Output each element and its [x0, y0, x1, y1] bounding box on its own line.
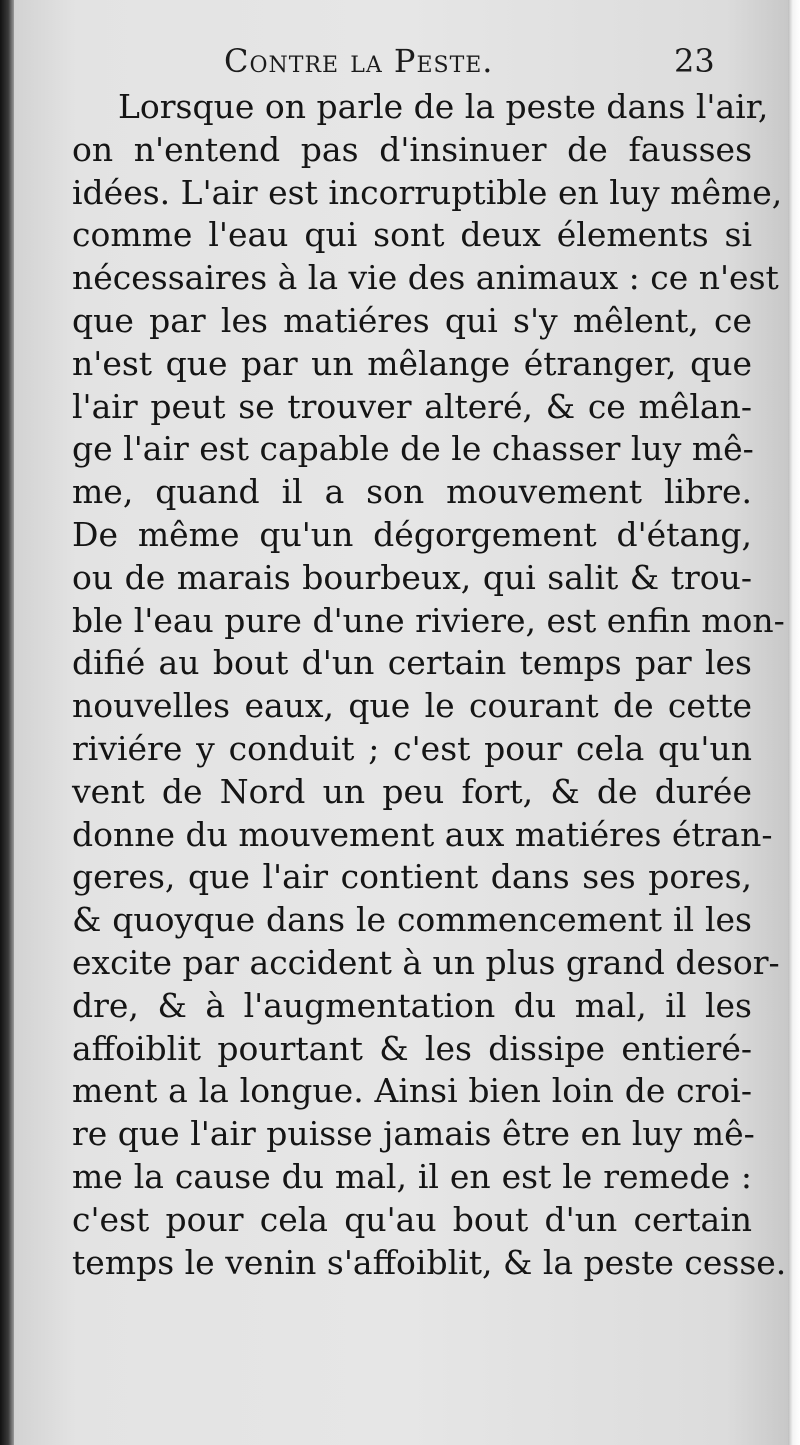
text-line: temps le venin s'affoiblit, & la peste cesse. — [72, 1242, 787, 1282]
text-line: difié au bout d'un certain temps par les — [72, 643, 752, 683]
text-line: re que l'air puisse jamais être en luy mê- — [72, 1114, 755, 1154]
text-line: on n'entend pas d'insinuer de fausses — [72, 129, 752, 169]
text-line: affoiblit pourtant & les dissipe entieré- — [72, 1028, 752, 1068]
text-line: Lorsque on parle de la peste dans l'air, — [118, 87, 769, 126]
text-line: ou de marais bourbeux, qui salit & trou- — [72, 557, 752, 597]
text-line: excite par accident à un plus grand desor- — [72, 942, 780, 982]
text-line: nécessaires à la vie des animaux : ce n'est — [72, 258, 779, 298]
text-line: ment a la longue. Ainsi bien loin de croi- — [72, 1071, 752, 1111]
text-line: ge l'air est capable de le chasser luy mê- — [72, 429, 754, 469]
text-line: l'air peut se trouver alteré, & ce mêlan- — [72, 386, 752, 426]
running-title: Contre la Peste. — [224, 42, 494, 80]
text-line: comme l'eau qui sont deux élements si — [72, 215, 752, 255]
page-number: 23 — [674, 42, 715, 80]
text-line: & quoyque dans le commencement il les — [72, 900, 752, 940]
body-text — [72, 86, 787, 1284]
page-header — [14, 42, 788, 92]
text-line: De même qu'un dégorgement d'étang, — [72, 514, 752, 554]
text-line: c'est pour cela qu'au bout d'un certain — [72, 1199, 752, 1239]
text-line: me, quand il a son mouvement libre. — [72, 472, 752, 512]
page-paper — [14, 0, 788, 1445]
book-gutter-shadow — [0, 0, 14, 1445]
text-line: me la cause du mal, il en est le remede : — [72, 1156, 752, 1196]
text-line: vent de Nord un peu fort, & de durée — [72, 771, 752, 811]
text-line: riviére y conduit ; c'est pour cela qu'un — [72, 728, 752, 768]
text-line: geres, que l'air contient dans ses pores, — [72, 857, 752, 897]
text-line: idées. L'air est incorruptible en luy même, — [72, 172, 783, 212]
text-line: nouvelles eaux, que le courant de cette — [72, 686, 752, 726]
text-line: n'est que par un mêlange étranger, que — [72, 343, 752, 383]
text-line: donne du mouvement aux matiéres étran- — [72, 814, 773, 854]
text-line: dre, & à l'augmentation du mal, il les — [72, 985, 752, 1025]
page-right-edge — [788, 0, 800, 1445]
text-line: ble l'eau pure d'une riviere, est enfin mon- — [72, 600, 785, 640]
text-line: que par les matiéres qui s'y mêlent, ce — [72, 300, 752, 340]
